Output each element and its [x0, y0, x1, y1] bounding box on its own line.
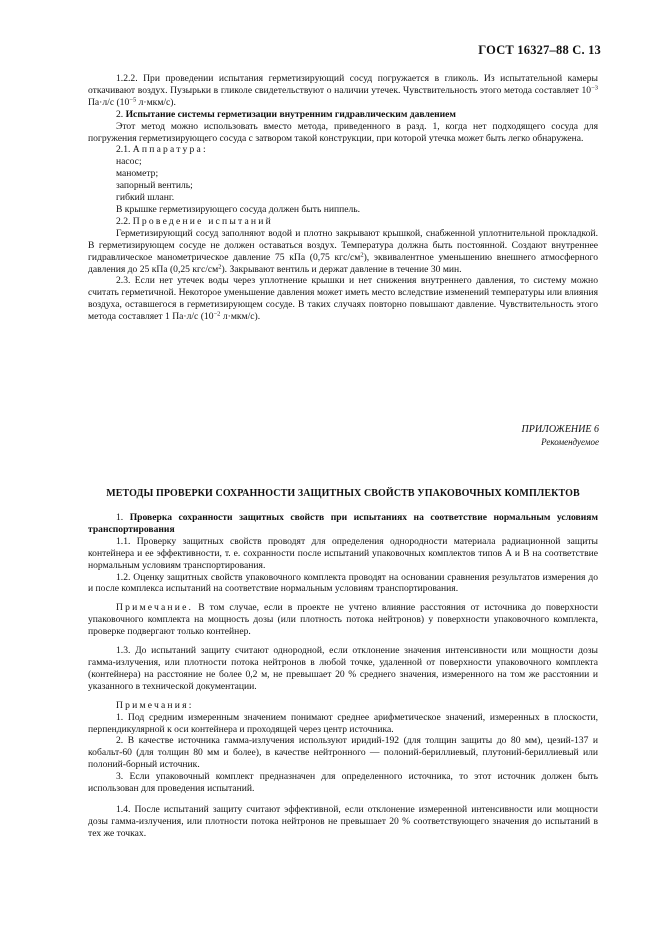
notes-label: Примечания:	[116, 699, 194, 711]
running-header: ГОСТ 16327–88 С. 13	[478, 43, 601, 57]
paragraph-1-2: 1.2. Оценку защитных свойств упаковочного комплекта проводят на основании сравнения результатов измерения до и после комплекса испытаний на соответствие нормальным условиям транспортирования.	[88, 571, 598, 595]
paragraph-1-4: 1.4. После испытаний защиту считают эффективной, если отклонение измеренной интенсивности или мощности дозы гамма-излучения, или плотности потока нейтронов не превышает 20 % соответствующего значения до испытаний в тех же точках.	[88, 803, 598, 839]
heading-1: 1. Проверка сохранности защитных свойств при испытаниях на соответствие нормальным условиям транспортирования	[88, 512, 598, 535]
annex-title: ПРИЛОЖЕНИЕ 6	[521, 424, 599, 435]
equipment-item: насос;	[116, 156, 142, 168]
heading-2-2: 2.2. Проведение испытаний	[116, 215, 273, 227]
note-item: 1. Под средним измеренным значением понимают среднее арифметическое значений, измеренных в плоскости, перпендикулярной к оси контейнера и проходящей через центр источника.	[88, 711, 598, 735]
heading-2: 2. Испытание системы герметизации внутренним гидравлическим давлением	[116, 108, 456, 120]
paragraph-1-3: 1.3. До испытаний защиту считают однородной, если отклонение значения интенсивности или мощности дозы гамма-излучения, или плотности потока нейтронов в любой точке, удаленной от поверхности упаковочного комплекта (контейнера) на расстояние не более 0,2 м, не превышает 20 % среднего значения, измеренного на том же расстоянии и указанного в технической документации.	[88, 645, 598, 692]
annex-subtitle: Рекомендуемое	[541, 437, 599, 447]
paragraph-2-2: Герметизирующий сосуд заполняют водой и плотно закрывают крышкой, снабженной уплотнительной прокладкой. В герметизирующем сосуде не должен оставаться воздух. Температура должна быть постоянной. Создают внутреннее гидравлическое манометрическое давление 75 кПа (0,75 кгс/$см^2$), эквивалентное уменьшению внешнего атмосферного давления до 25 кПа (0,25 кгс/$см^2$). Закрывают вентиль и держат давление в течение 30 мин.	[88, 227, 599, 275]
equipment-item: манометр;	[116, 168, 159, 180]
note-item: 3. Если упаковочный комплект предназначен для определенного источника, то этот источник должен быть использован для проведения испытаний.	[88, 771, 598, 795]
annex-main-title: МЕТОДЫ ПРОВЕРКИ СОХРАННОСТИ ЗАЩИТНЫХ СВОЙСТВ УПАКОВОЧНЫХ КОМПЛЕКТОВ	[106, 488, 580, 499]
section-upper	[88, 73, 598, 323]
note-1: Примечание. В том случае, если в проекте не учтено влияние расстояния от источника до поверхности упаковочного комплекта на мощность дозы (или плотность потока нейтронов) у поверхности упаковочного комплекта, проверке подвергают только контейнер.	[88, 602, 598, 638]
paragraph-2-intro: Этот метод можно использовать вместо метода, приведенного в разд. 1, когда нет подходящего сосуда для погружения герметизирующего сосуда с затвором такой конструкции, при которой утечка может быть легко обнаружена.	[88, 120, 598, 144]
paragraph-1-2-2: 1.2.2. При проведении испытания герметизирующий сосуд погружается в гликоль. Из испытательной камеры откачивают воздух. Пузырьки в гликоле свидетельствуют о наличии утечек. Чувствительность этого метода составляет $10^{-3}$ Па·л/с ($10^{-5}$ л·мкм/с).	[88, 73, 598, 108]
section-lower	[88, 512, 598, 840]
paragraph-1-1: 1.1. Проверку защитных свойств проводят для определения однородности материала радиационной защиты контейнера и ее эффективности, т. е. сохранности после испытаний упаковочных комплектов типов А и В на соответствие нормальным условиям транспортирования.	[88, 535, 598, 571]
annex-label	[522, 424, 600, 448]
paragraph-2-3: 2.3. Если нет утечек воды через уплотнение крышки и нет снижения внутреннего давления, то систему можно считать герметичной. Некоторое уменьшение давления может иметь место вследствие изменений температуры или влияния воздуха, оставшегося в герметизирующем сосуде. В таких случаях повторно повышают давление. Чувствительность этого метода составляет 1 Па·л/с ($10^{-2}$ л·мкм/с).	[88, 275, 598, 323]
note-item: 2. В качестве источника гамма-излучения используют иридий-192 (для толщин защиты до 80 мм), цезий-137 и кобальт-60 (для толщин 80 мм и более), в качестве нейтронного — полоний-бериллиевый, плутоний-бериллиевый или полоний-борный источник.	[88, 735, 598, 771]
nipple-note: В крышке герметизирующего сосуда должен быть ниппель.	[116, 203, 361, 215]
equipment-item: гибкий шланг.	[116, 192, 175, 204]
heading-2-1: 2.1. Аппаратура:	[116, 144, 208, 156]
equipment-item: запорный вентиль;	[116, 180, 193, 192]
